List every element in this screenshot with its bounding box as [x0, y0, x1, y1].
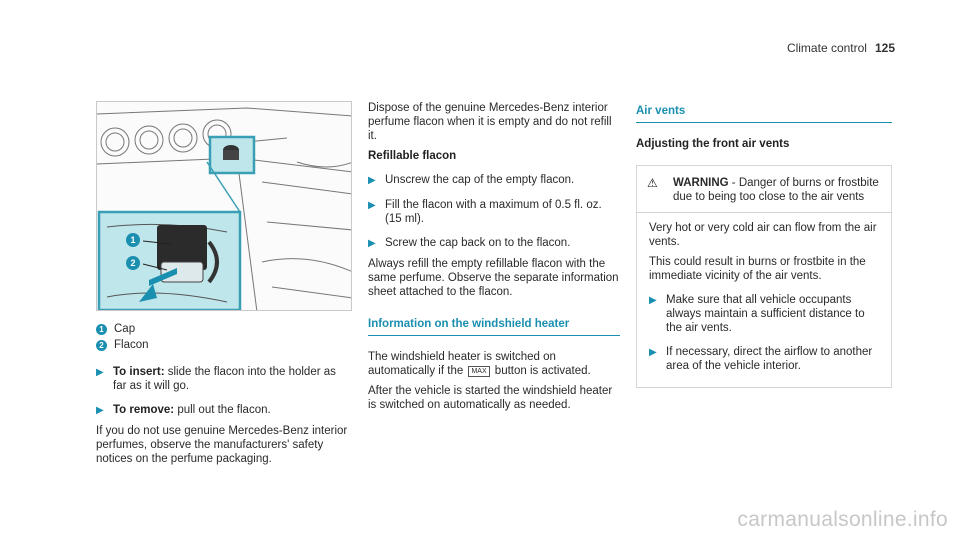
- column-left: [96, 101, 352, 466]
- step-arrow-icon: ▶: [96, 367, 104, 378]
- air-vents-heading: Air vents: [636, 104, 892, 123]
- dispose-paragraph: Dispose of the genuine Mercedes-Benz interior perfume flacon when it is empty and do not refill it.: [368, 102, 612, 142]
- step-text: Fill the flacon with a maximum of 0.5 fl. oz. (15 ml).: [385, 199, 602, 225]
- heater-text: button is activated.: [491, 365, 591, 377]
- step-arrow-icon: ▶: [649, 295, 657, 306]
- warning-triangle-icon: ⚠: [647, 176, 658, 190]
- figure-legend: [96, 321, 352, 353]
- step-text: [113, 365, 352, 393]
- perfume-safety-paragraph: If you do not use genuine Mercedes-Benz interior perfumes, observe the manufacturers' safety notices on the perfume packaging.: [96, 425, 348, 465]
- warning-text: - Danger of burns or frostbite due to being too close to the air vents: [673, 177, 879, 203]
- instruction-step: [368, 173, 620, 188]
- step-body: pull out the flacon.: [174, 404, 271, 416]
- instruction-step: [649, 293, 879, 335]
- warning-paragraph: Very hot or very cold air can flow from the air vents.: [649, 222, 877, 248]
- heater-paragraph: [368, 350, 620, 378]
- legend-label: Flacon: [114, 339, 149, 351]
- step-label: To insert:: [113, 366, 165, 378]
- adjusting-front-vents-heading: Adjusting the front air vents: [636, 138, 790, 150]
- instruction-step: [649, 345, 879, 373]
- page-number: 125: [874, 41, 895, 55]
- heater-auto-paragraph: After the vehicle is started the windshield heater is switched on automatically as needed.: [368, 385, 613, 411]
- instruction-step: [368, 198, 620, 226]
- step-text: Make sure that all vehicle occupants always maintain a sufficient distance to the air vents.: [666, 294, 865, 334]
- warning-paragraph: This could result in burns or frostbite in the immediate vicinity of the air vents.: [649, 256, 866, 282]
- legend-item: [96, 321, 352, 337]
- instruction-step: [96, 365, 352, 393]
- step-body: slide the flacon into the holder as far as it will go.: [113, 366, 336, 392]
- refillable-flacon-heading: Refillable flacon: [368, 150, 457, 162]
- heater-text: The windshield heater is switched on automatically if the: [368, 351, 556, 377]
- step-arrow-icon: ▶: [368, 238, 376, 249]
- warning-body: [637, 213, 891, 387]
- step-text: If necessary, direct the airflow to another area of the vehicle interior.: [666, 346, 873, 372]
- instruction-step: [368, 236, 620, 251]
- header-section-title: Climate control: [786, 41, 867, 55]
- legend-label: Cap: [114, 323, 136, 335]
- step-arrow-icon: ▶: [96, 405, 104, 416]
- step-text: [113, 403, 352, 418]
- warning-label: WARNING: [673, 177, 729, 189]
- callout-number: 2: [96, 340, 107, 351]
- warning-title: [673, 176, 879, 204]
- watermark: carmanualsonline.info: [737, 508, 948, 531]
- max-defrost-button-icon: MAX: [468, 366, 489, 377]
- running-header: [787, 41, 895, 55]
- column-middle: [368, 101, 620, 412]
- step-text: Screw the cap back on to the flacon.: [385, 237, 571, 249]
- callout-number: 1: [96, 324, 107, 335]
- step-arrow-icon: ▶: [649, 347, 657, 358]
- refill-note-paragraph: Always refill the empty refillable flacon with the same perfume. Observe the separate information sheet attached to the flacon.: [368, 258, 619, 298]
- warning-box: [636, 165, 892, 388]
- dashboard-line-drawing: [97, 102, 352, 311]
- windshield-heater-heading: Information on the windshield heater: [368, 317, 620, 336]
- column-right: [636, 101, 892, 388]
- step-label: To remove:: [113, 404, 175, 416]
- callout-1: 1: [130, 235, 136, 245]
- perfume-flacon-illustration: [96, 101, 352, 311]
- callout-2: 2: [130, 258, 136, 268]
- step-text: Unscrew the cap of the empty flacon.: [385, 174, 575, 186]
- legend-item: [96, 337, 352, 353]
- instruction-step: [96, 403, 352, 418]
- step-arrow-icon: ▶: [368, 200, 376, 211]
- step-arrow-icon: ▶: [368, 175, 376, 186]
- warning-header: [637, 166, 891, 213]
